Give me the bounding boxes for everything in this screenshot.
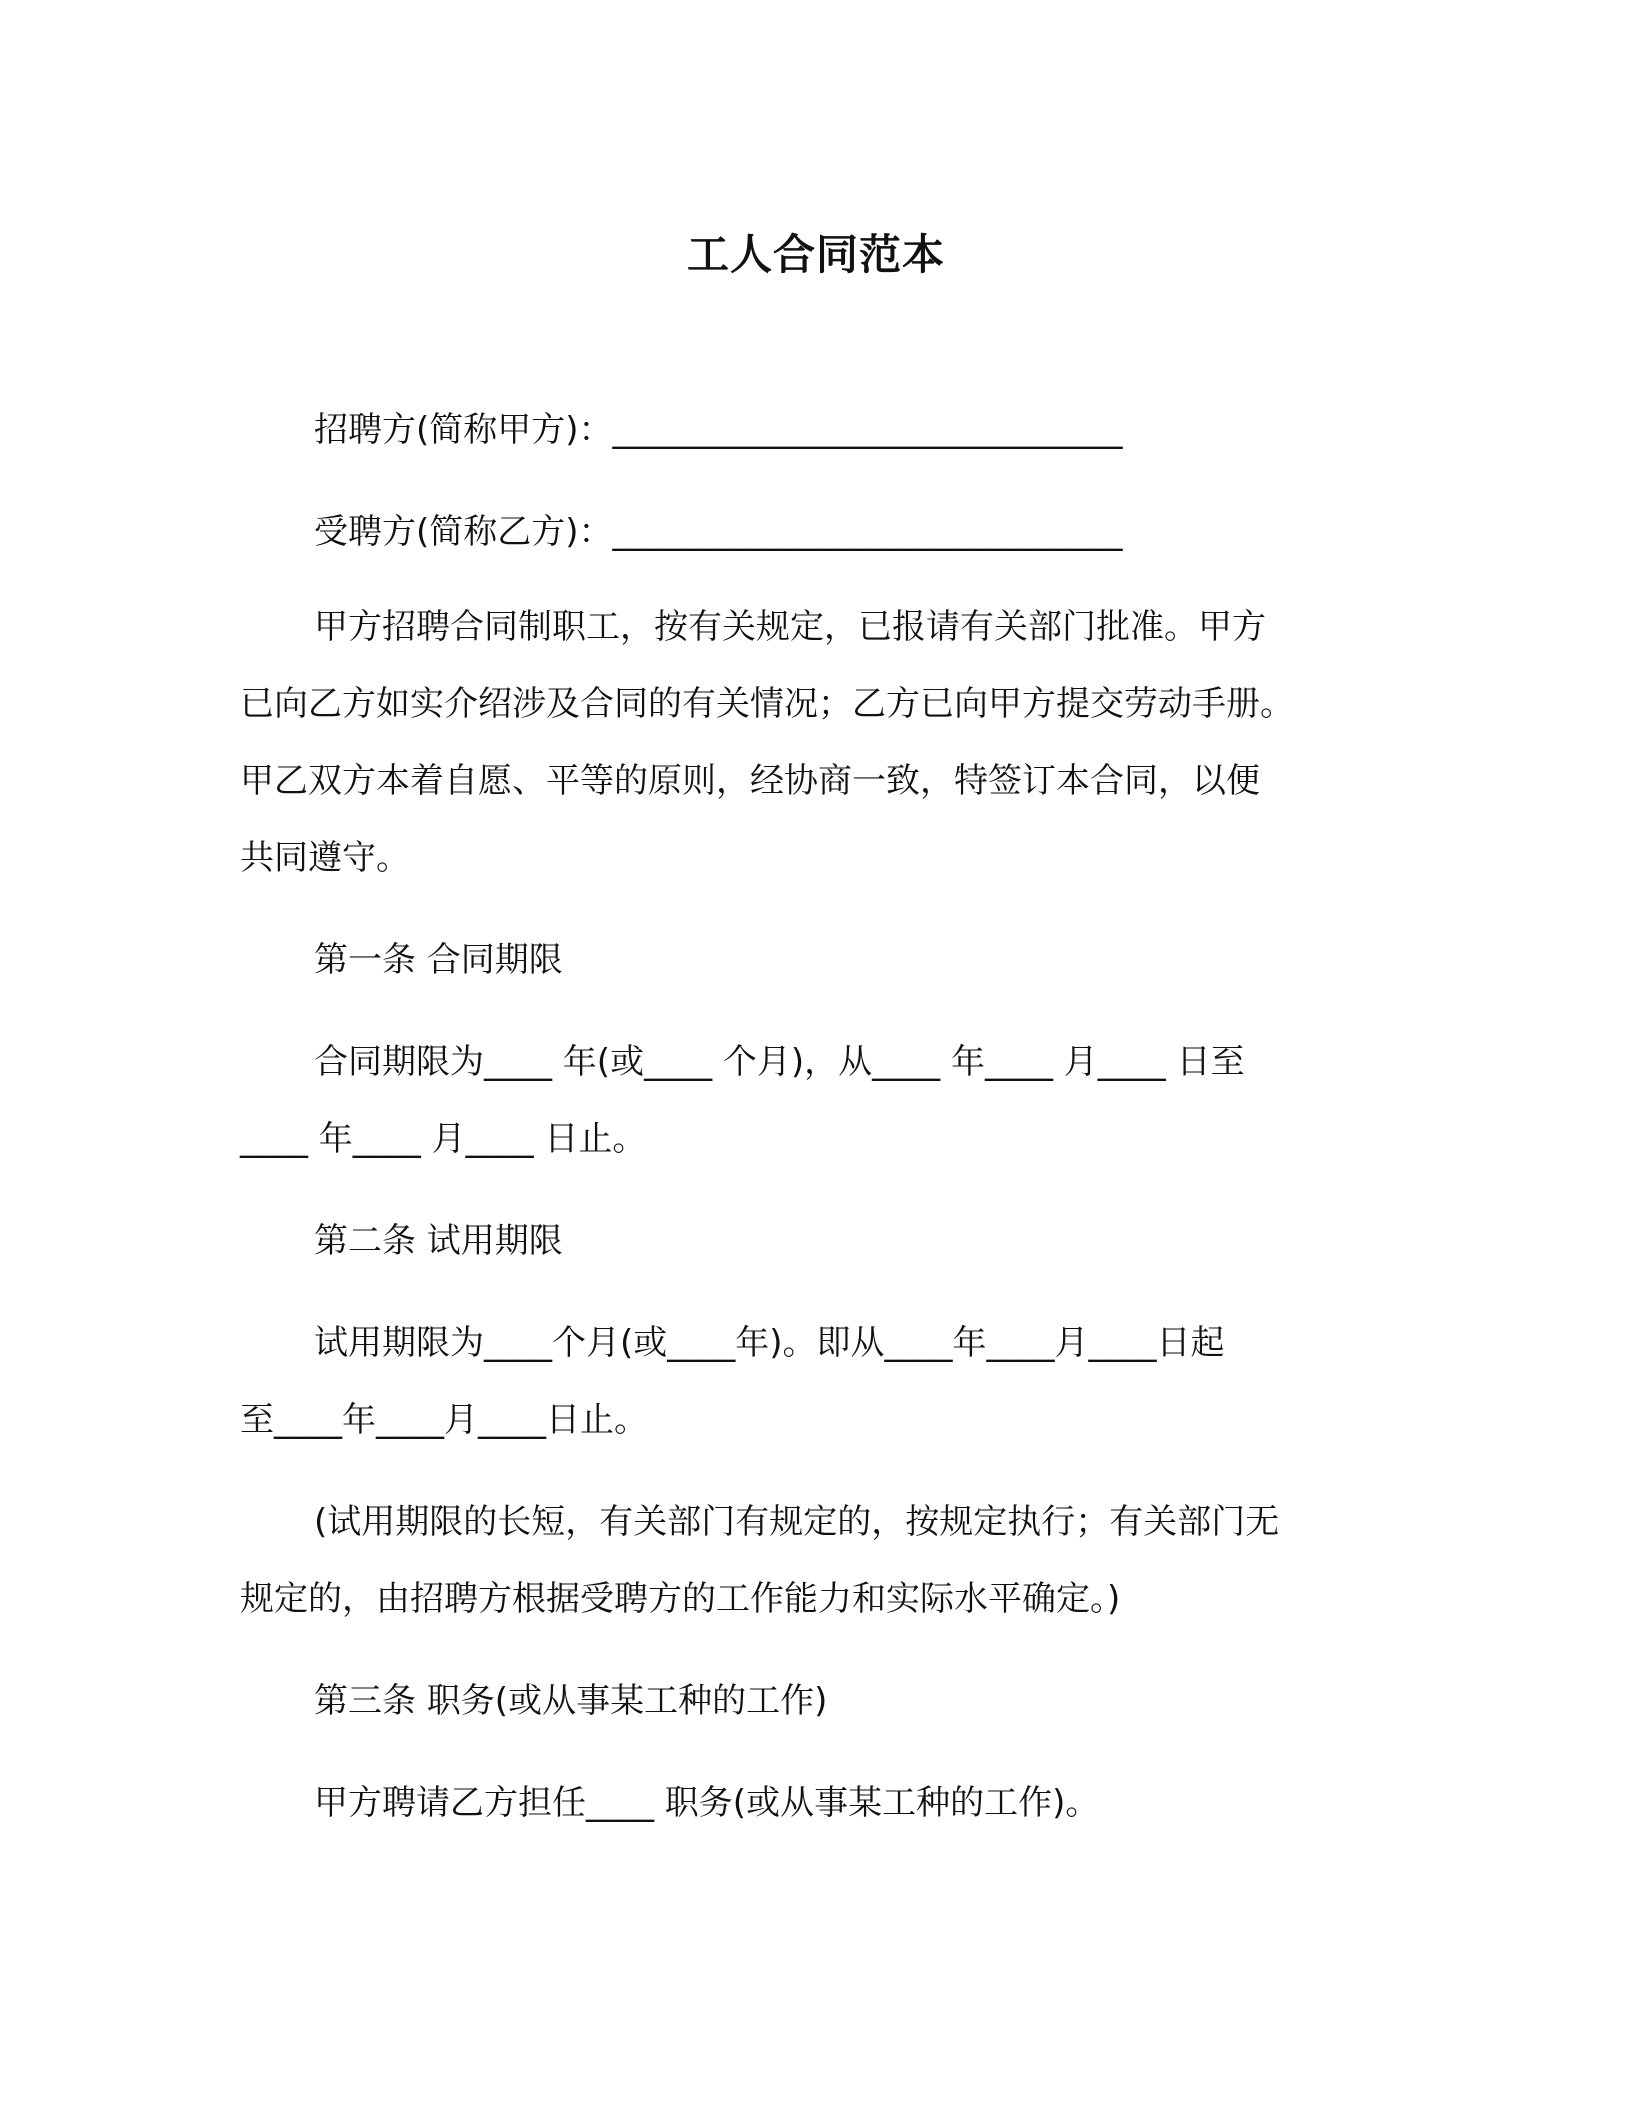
preamble-line-3: 甲乙双方本着自愿、平等的原则，经协商一致，特签订本合同，以便 [240,761,1260,801]
article-2-note-line-1: (试用期限的长短，有关部门有规定的，按规定执行；有关部门无 [314,1502,1280,1542]
article-2-note-line-2: 规定的，由招聘方根据受聘方的工作能力和实际水平确定。) [240,1579,1121,1619]
article-2-line-2: 至____年____月____日止。 [240,1400,648,1440]
preamble-line-1: 甲方招聘合同制职工，按有关规定，已报请有关部门批准。甲方 [314,607,1266,647]
article-2-line-1: 试用期限为____个月(或____年)。即从____年____月____日起 [314,1323,1225,1363]
article-1-heading: 第一条 合同期限 [314,940,563,980]
document-title: 工人合同范本 [686,230,945,279]
article-3-line-1: 甲方聘请乙方担任____ 职务(或从事某工种的工作)。 [314,1783,1100,1823]
party-a-line: 招聘方(简称甲方)：______________________________ [314,410,1123,450]
article-1-line-2: ____ 年____ 月____ 日止。 [240,1119,647,1159]
article-3-heading: 第三条 职务(或从事某工种的工作) [314,1681,828,1721]
article-1-line-1: 合同期限为____ 年(或____ 个月)，从____ 年____ 月____ 日至 [314,1042,1245,1082]
party-b-line: 受聘方(简称乙方)：______________________________ [314,512,1123,552]
article-2-heading: 第二条 试用期限 [314,1221,563,1261]
preamble-line-4: 共同遵守。 [240,838,410,878]
preamble-line-2: 已向乙方如实介绍涉及合同的有关情况；乙方已向甲方提交劳动手册。 [240,684,1294,724]
